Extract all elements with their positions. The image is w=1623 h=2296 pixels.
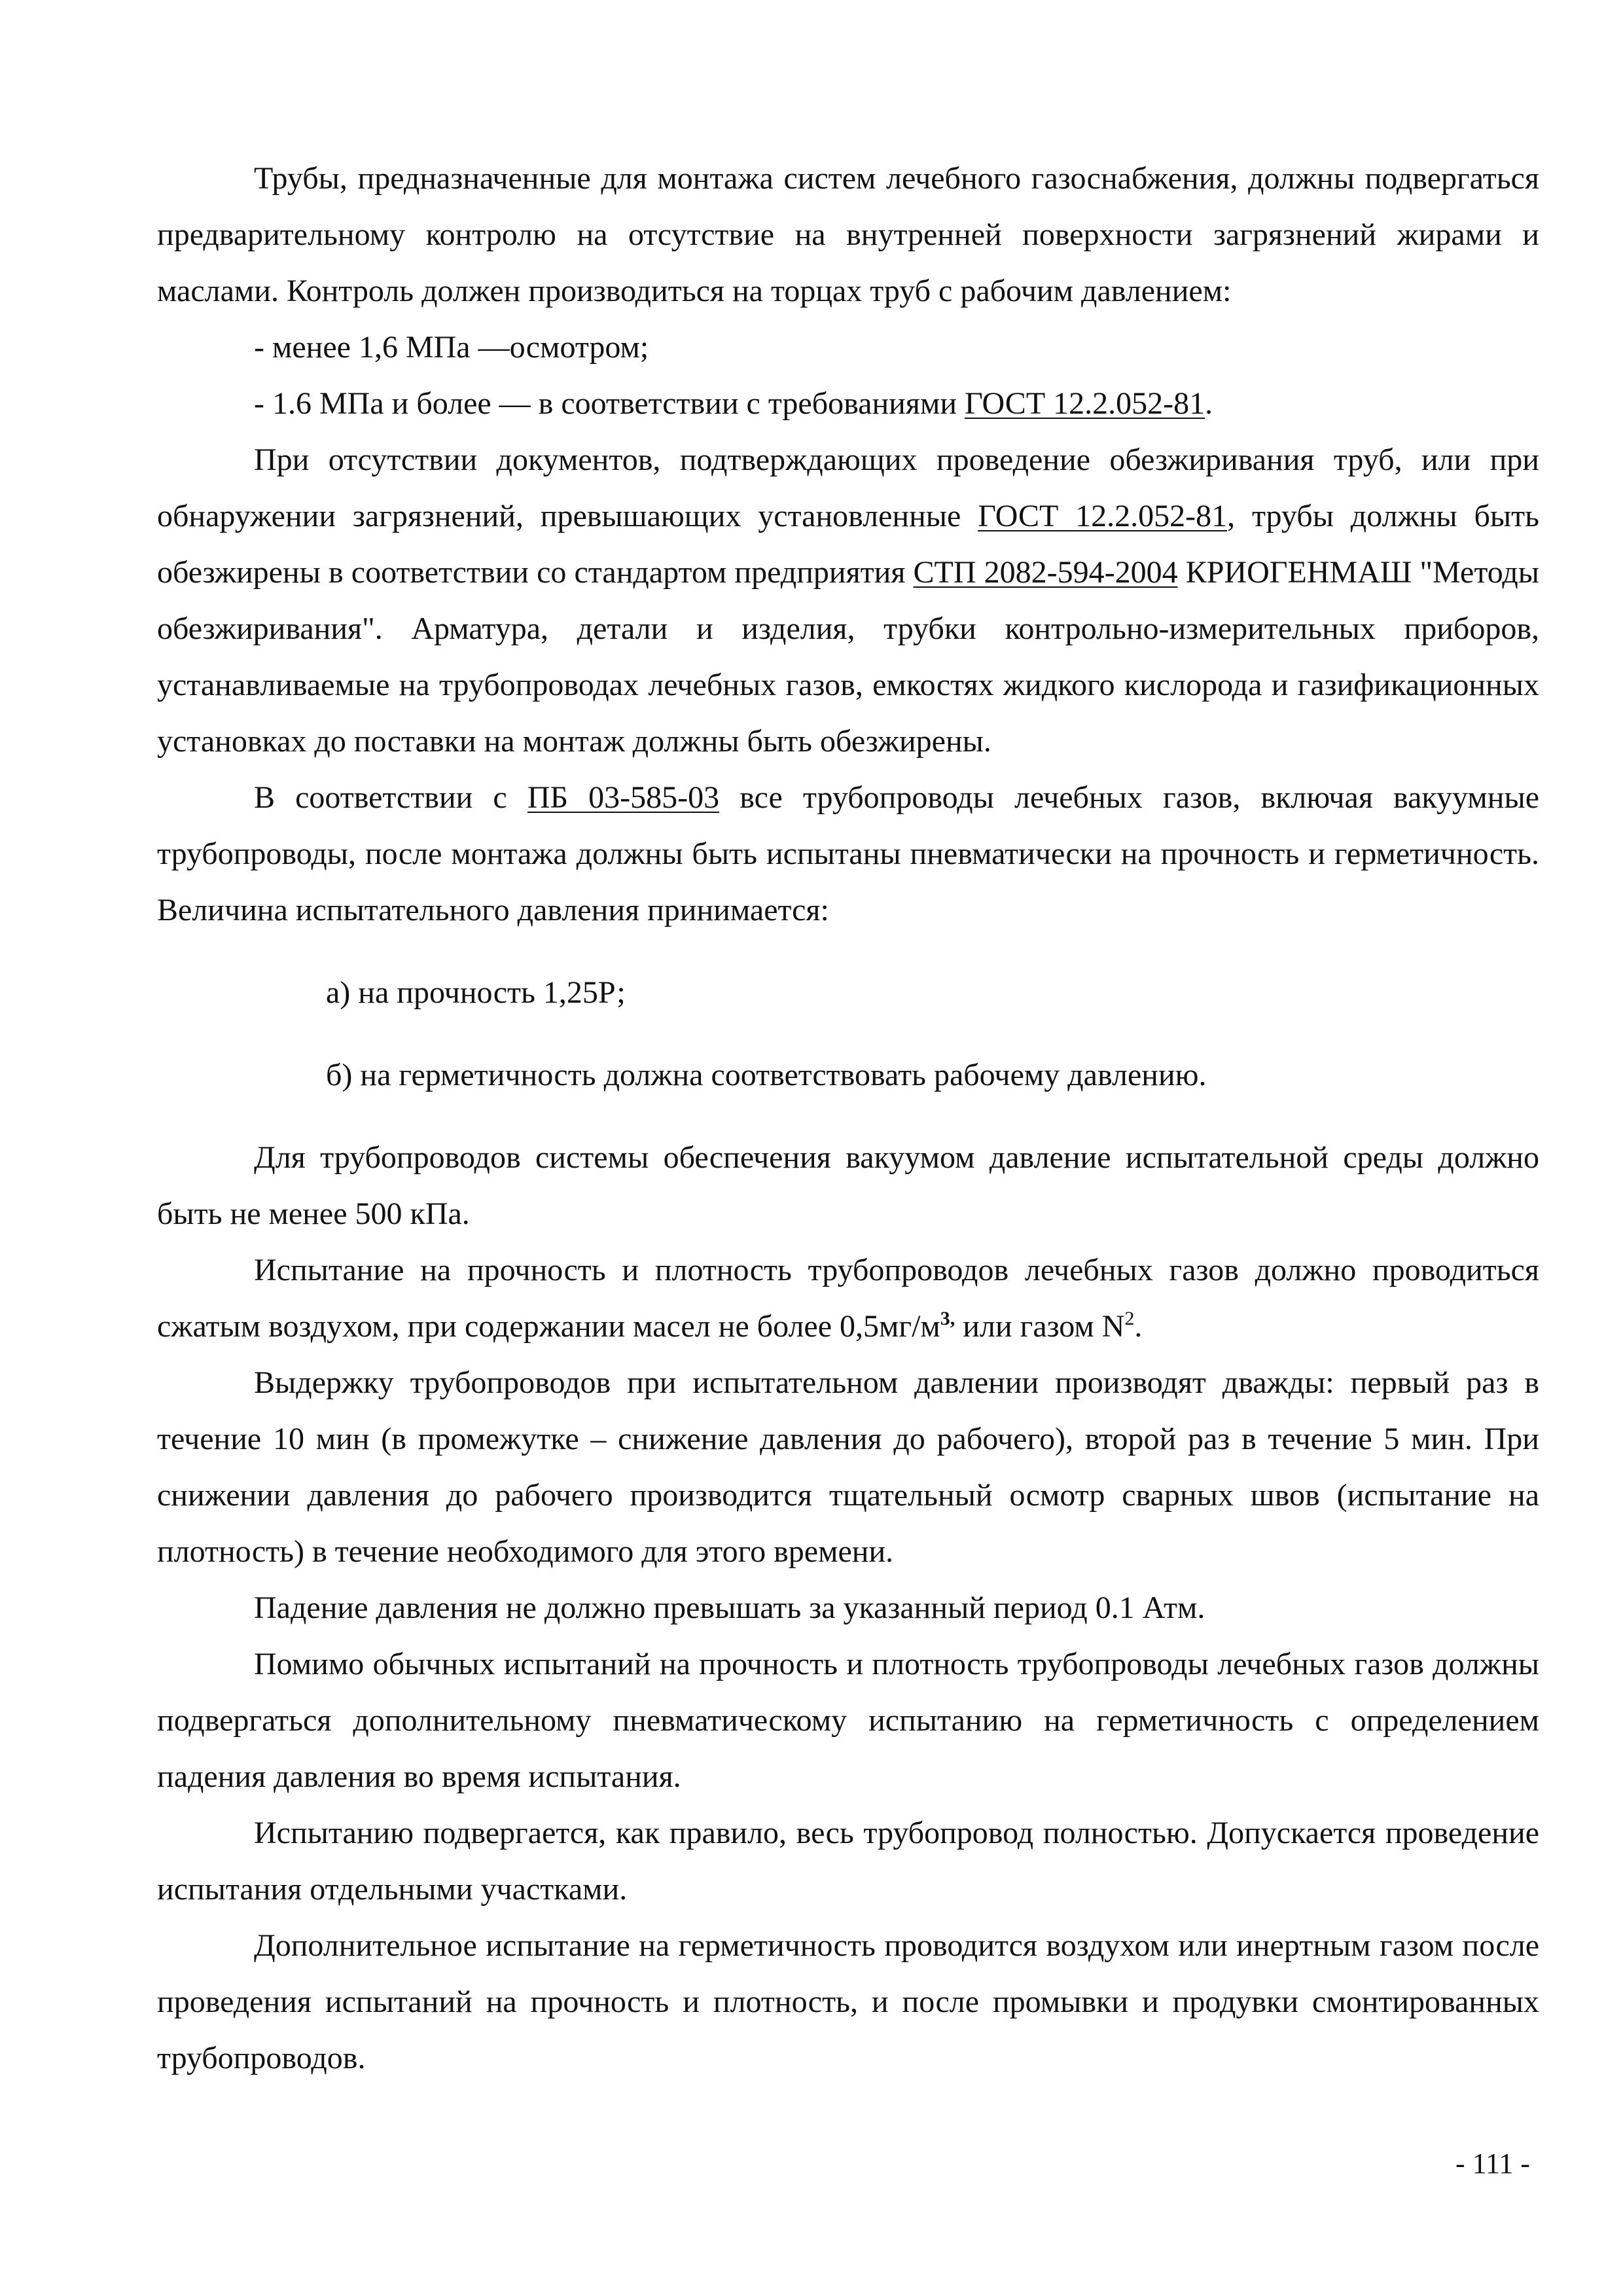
paragraph-degreasing bbox=[157, 432, 1539, 770]
paragraph-pressure-drop: Падение давления не должно превышать за указанный период 0.1 Атм. bbox=[254, 1590, 1205, 1625]
paragraph-pneumatic-test-part2: все трубопроводы лечебных газов, включая вакуумные трубопроводы, после монтажа должны быть испытаны пневматически на прочность и герметичность. Величина испытательного давления принимается: bbox=[157, 780, 1539, 927]
list-item-above-1-6 bbox=[157, 376, 1539, 432]
paragraph-pipe-inspection: Трубы, предназначенные для монтажа систем лечебного газоснабжения, должны подвергаться предварительному контролю на отсутствие на внутренней поверхности загрязнений жирами и маслами. Контроль должен производиться на торцах труб с рабочим давлением: bbox=[157, 161, 1539, 308]
pb-link[interactable]: ПБ 03-585-03 bbox=[527, 780, 720, 815]
paragraph-tightness-conditions: Дополнительное испытание на герметичность проводится воздухом или инертным газом после проведения испытаний на прочность и плотность, и после промывки и продувки смонтированных трубопроводов. bbox=[157, 1928, 1539, 2075]
paragraph-full-pipeline: Испытанию подвергается, как правило, весь трубопровод полностью. Допускается проведение испытания отдельными участками. bbox=[157, 1816, 1539, 1907]
paragraph-compressed-air-part2: или газом N bbox=[955, 1309, 1125, 1344]
paragraph-compressed-air bbox=[157, 1242, 1539, 1355]
list-item-above-1-6-text: - 1.6 МПа и более — в соответствии с требованиями bbox=[254, 386, 965, 421]
paragraph-additional-test: Помимо обычных испытаний на прочность и плотность трубопроводы лечебных газов должны подвергаться дополнительному пневматическому испытанию на герметичность с определением падения давления во время испытания. bbox=[157, 1647, 1539, 1794]
superscript-two: 2 bbox=[1124, 1308, 1135, 1329]
paragraph-pneumatic-test bbox=[157, 770, 1539, 939]
paragraph-compressed-air-part3: . bbox=[1134, 1309, 1143, 1344]
paragraph-vacuum-pressure: Для трубопроводов системы обеспечения вакуумом давление испытательной среды должно быть не менее 500 кПа. bbox=[157, 1140, 1539, 1231]
list-item-above-1-6-end: . bbox=[1205, 386, 1213, 421]
list-item-strength: а) на прочность 1,25Р; bbox=[326, 975, 626, 1010]
gost-link[interactable]: ГОСТ 12.2.052-81 bbox=[978, 499, 1228, 533]
paragraph-holding-time: Выдержку трубопроводов при испытательном давлении производят дважды: первый раз в течение 10 мин (в промежутке – снижение давления до рабочего), второй раз в течение 5 мин. При снижении давления до рабочего производится тщательный осмотр сварных швов (испытание на плотность) в течение необходимого для этого времени. bbox=[157, 1365, 1539, 1569]
list-item-below-1-6: - менее 1,6 МПа —осмотром; bbox=[254, 330, 649, 365]
paragraph-degreasing-part3: КРИОГЕНМАШ "Методы обезжиривания". Арматура, детали и изделия, трубки контрольно-измерительных приборов, устанавливаемые на трубопроводах лечебных газов, емкостях жидкого кислорода и газификационных установках до поставки на монтаж должны быть обезжирены. bbox=[157, 555, 1539, 759]
paragraph-degreasing-part1: При отсутствии документов, подтверждающих проведение обезжиривания труб, или при обнаружении загрязнений, превышающих установленные bbox=[157, 442, 1539, 533]
gost-link[interactable]: ГОСТ 12.2.052-81 bbox=[965, 386, 1205, 421]
paragraph-degreasing-part2: , трубы должны быть обезжирены в соответствии со стандартом предприятия bbox=[157, 499, 1540, 590]
page-number: - 111 - bbox=[1455, 2147, 1530, 2179]
superscript-cube: 3, bbox=[940, 1308, 955, 1329]
stp-link[interactable]: СТП 2082-594-2004 bbox=[913, 555, 1178, 590]
paragraph-pneumatic-test-part1: В соответствии с bbox=[254, 780, 527, 815]
body-text bbox=[157, 151, 1539, 2087]
paragraph-compressed-air-part1: Испытание на прочность и плотность трубопроводов лечебных газов должно проводиться сжатым воздухом, при содержании масел не более 0,5мг/м bbox=[157, 1253, 1539, 1344]
list-item-tightness: б) на герметичность должна соответствовать рабочему давлению. bbox=[326, 1058, 1207, 1092]
